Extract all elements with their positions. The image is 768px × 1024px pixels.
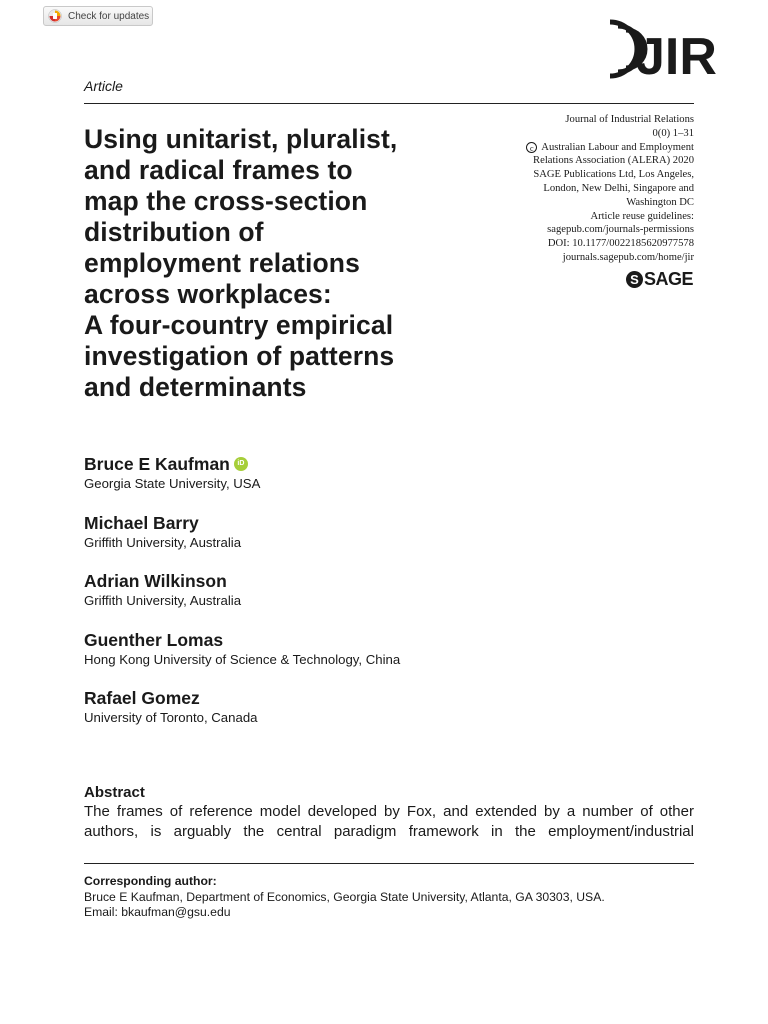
publisher-line-1: SAGE Publications Ltd, Los Angeles, bbox=[533, 169, 694, 181]
author-name: Guenther Lomas bbox=[84, 629, 224, 650]
reuse-guidelines-link[interactable]: sagepub.com/journals-permissions bbox=[547, 224, 694, 236]
copyright-icon: c bbox=[526, 142, 537, 153]
jir-logo-text: JIR bbox=[636, 28, 717, 86]
author-affiliation: University of Toronto, Canada bbox=[84, 710, 258, 725]
author-name bbox=[84, 453, 604, 475]
sage-logo bbox=[626, 268, 693, 290]
title-line: across workplaces: bbox=[84, 279, 332, 309]
title-line: investigation of patterns bbox=[84, 341, 395, 371]
check-for-updates-button[interactable] bbox=[43, 6, 153, 26]
abstract-heading: Abstract bbox=[84, 784, 145, 801]
author-affiliation: Georgia State University, USA bbox=[84, 476, 261, 491]
journal-info-block bbox=[484, 113, 694, 265]
title-line: and determinants bbox=[84, 372, 307, 402]
title-line: A four-country empirical bbox=[84, 310, 394, 340]
journal-home-link[interactable]: journals.sagepub.com/home/jir bbox=[562, 251, 694, 263]
author-affiliation: Hong Kong University of Science & Technology, China bbox=[84, 651, 401, 667]
author-entry bbox=[84, 570, 604, 629]
author-entry bbox=[84, 629, 604, 688]
header-divider bbox=[84, 103, 694, 104]
footnote-divider bbox=[84, 863, 694, 864]
corresponding-heading: Corresponding author: bbox=[84, 874, 217, 888]
volume-pages: 0(0) 1–31 bbox=[652, 127, 694, 139]
abstract-text bbox=[84, 802, 694, 841]
abstract-line: authors, is arguably the central paradigm framework in the employment/industrial bbox=[84, 822, 694, 840]
publisher-line-3: Washington DC bbox=[626, 196, 694, 208]
author-affiliation: Griffith University, Australia bbox=[84, 593, 242, 608]
orcid-icon[interactable]: iD bbox=[234, 457, 248, 471]
title-line: map the cross-section bbox=[84, 186, 368, 216]
author-entry bbox=[84, 512, 604, 571]
doi-link[interactable]: DOI: 10.1177/0022185620977578 bbox=[547, 238, 694, 250]
sage-s-icon: S bbox=[626, 271, 643, 288]
article-title bbox=[84, 124, 464, 403]
corresponding-address: Bruce E Kaufman, Department of Economics, Georgia State University, Atlanta, GA 30303, USA. bbox=[84, 889, 605, 904]
corresponding-author-note bbox=[84, 874, 694, 921]
check-for-updates-label: Check for updates bbox=[68, 10, 150, 22]
article-type-label: Article bbox=[84, 78, 123, 94]
title-line: distribution of bbox=[84, 217, 264, 247]
copyright-line-2: Relations Association (ALERA) 2020 bbox=[533, 155, 694, 167]
author-name-text: Bruce E Kaufman bbox=[84, 454, 230, 474]
copyright-text: Australian Labour and Employment bbox=[541, 141, 694, 153]
title-line: Using unitarist, pluralist, bbox=[84, 124, 398, 154]
abstract-line: The frames of reference model developed by Fox, and extended by a number of other bbox=[84, 803, 694, 820]
author-entry bbox=[84, 687, 604, 746]
sage-wordmark: SAGE bbox=[644, 268, 694, 289]
title-line: employment relations bbox=[84, 248, 360, 278]
author-entry bbox=[84, 453, 604, 512]
author-name: Adrian Wilkinson bbox=[84, 571, 227, 591]
updates-badge-icon bbox=[48, 9, 62, 23]
corresponding-email[interactable]: Email: bkaufman@gsu.edu bbox=[84, 905, 231, 919]
journal-name: Journal of Industrial Relations bbox=[565, 114, 694, 125]
author-list bbox=[84, 453, 604, 746]
publisher-line-2: London, New Delhi, Singapore and bbox=[543, 182, 694, 194]
jir-arc-mark-icon bbox=[608, 18, 717, 86]
author-name: Michael Barry bbox=[84, 512, 199, 533]
copyright-line bbox=[484, 141, 694, 155]
reuse-guidelines-label: Article reuse guidelines: bbox=[590, 210, 694, 222]
author-affiliation: Griffith University, Australia bbox=[84, 534, 242, 550]
title-line: and radical frames to bbox=[84, 155, 353, 185]
author-name: Rafael Gomez bbox=[84, 688, 200, 708]
